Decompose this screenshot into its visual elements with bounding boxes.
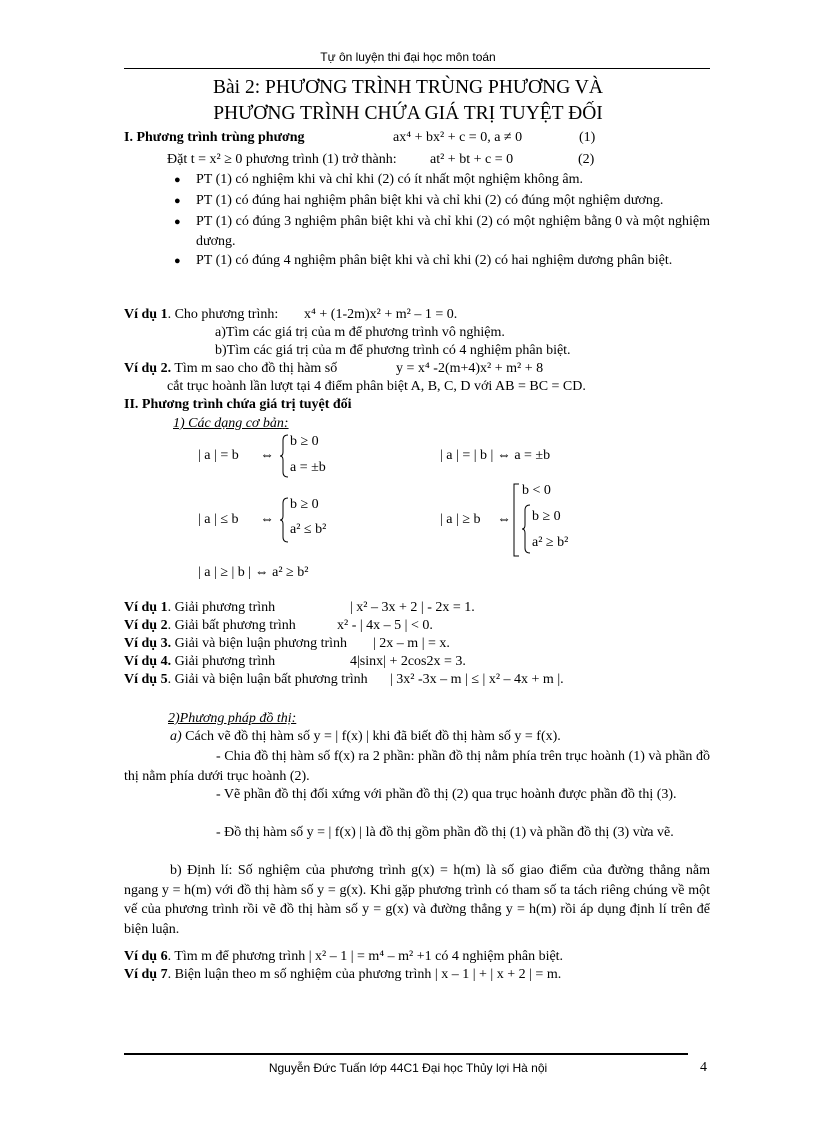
- formula3-condition-top: b ≥ 0: [290, 497, 319, 512]
- example6-text: . Tìm m để phương trình | x² – 1 | = m⁴ – m² +1 có 4 nghiệm phân biệt.: [167, 949, 564, 964]
- substitution-equation: at² + bt + c = 0: [430, 152, 514, 167]
- graph-step-3: - Đồ thị hàm số y = | f(x) | là đồ thị gồm phần đồ thị (1) và phần đồ thị (3) vừa vẽ.: [216, 825, 674, 840]
- bullet-icon: ●: [174, 174, 181, 186]
- example7-text: . Biện luận theo m số nghiệm của phương trình | x – 1 | + | x + 2 | = m.: [167, 967, 562, 982]
- section1-equation: ax⁴ + bx² + c = 0, a ≠ 0: [393, 130, 523, 145]
- bullet-item: PT (1) có đúng hai nghiệm phân biệt khi và chỉ khi (2) có đúng một nghiệm dương.: [196, 193, 664, 208]
- substitution-text: Đặt t = x² ≥ 0 phương trình (1) trở thành:: [167, 152, 397, 167]
- section2-example-3: [124, 636, 347, 652]
- section2-subheading-2: 2)Phương pháp đồ thị:: [168, 711, 297, 726]
- example2-label: Ví dụ 2.: [124, 361, 172, 376]
- example2-equation: y = x⁴ -2(m+4)x² + m² + 8: [396, 361, 544, 376]
- example-equation: | 3x² -3x – m | ≤ | x² – 4x + m |.: [390, 672, 564, 687]
- example1-line: [124, 307, 278, 323]
- example-text: Giải và biện luận phương trình: [174, 636, 348, 651]
- iff-symbol: ⇔: [497, 512, 511, 527]
- example2-text: Tìm m sao cho đồ thị hàm số: [174, 361, 338, 376]
- running-footer: Nguyễn Đức Tuấn lớp 44C1 Đại học Thủy lợi Hà nội: [268, 1061, 548, 1075]
- bullet-icon: ●: [174, 216, 181, 228]
- example-text: . Giải và biện luận bất phương trình: [167, 672, 368, 687]
- example1-part-b: b)Tìm các giá trị của m để phương trình có 4 nghiệm phân biệt.: [215, 343, 571, 358]
- formula1-condition-top: b ≥ 0: [290, 434, 319, 449]
- graph-method-a-label: a): [170, 729, 182, 744]
- formula4-condition-mid: b ≥ 0: [532, 509, 561, 524]
- left-brace-icon: [521, 504, 531, 554]
- formula4-condition-top: b < 0: [522, 483, 551, 498]
- example-label: Ví dụ 4.: [124, 654, 172, 669]
- example7-line: [124, 967, 561, 983]
- section2-example-4: [124, 654, 275, 670]
- example-text: Giải phương trình: [174, 654, 276, 669]
- bullet-item: PT (1) có đúng 4 nghiệm phân biệt khi và chỉ khi (2) có hai nghiệm dương phân biệt.: [196, 253, 673, 268]
- formula4-left: | a | ≥ b: [440, 512, 481, 527]
- graph-method-a: [170, 729, 561, 745]
- example6-label: Ví dụ 6: [124, 949, 168, 964]
- example-text: . Giải phương trình: [167, 600, 276, 615]
- example-text: . Giải bất phương trình: [167, 618, 296, 633]
- example-equation: | x² – 3x + 2 | - 2x = 1.: [350, 600, 475, 615]
- section1-eq-number: (1): [579, 130, 596, 145]
- bullet-icon: ●: [174, 195, 181, 207]
- example-label: Ví dụ 3.: [124, 636, 172, 651]
- example2-line2: cắt trục hoành lần lượt tại 4 điểm phân biệt A, B, C, D với AB = BC = CD.: [167, 379, 586, 394]
- example-equation: 4|sinx| + 2cos2x = 3.: [350, 654, 466, 669]
- running-header: Tự ôn luyện thi đại học môn toán: [320, 50, 496, 64]
- graph-method-a-text: Cách vẽ đồ thị hàm số y = | f(x) | khi đã biết đồ thị hàm số y = f(x).: [185, 729, 561, 744]
- left-brace-icon: [279, 434, 289, 478]
- graph-step-2: - Vẽ phần đồ thị đối xứng với phần đồ thị (2) qua trục hoành được phần đồ thị (3).: [216, 787, 677, 802]
- lesson-title-line2: PHƯƠNG TRÌNH CHỨA GIÁ TRỊ TUYỆT ĐỐI: [213, 103, 603, 124]
- example-label: Ví dụ 1: [124, 600, 168, 615]
- page-number: 4: [700, 1060, 707, 1075]
- section2-example-5: [124, 672, 368, 688]
- iff-symbol: ⇔: [260, 448, 274, 463]
- left-bracket-icon: [512, 483, 520, 557]
- lesson-title-line1: Bài 2: PHƯƠNG TRÌNH TRÙNG PHƯƠNG VÀ: [213, 77, 603, 98]
- iff-symbol: ⇔: [260, 512, 274, 527]
- section2-subheading-1: 1) Các dạng cơ bản:: [173, 416, 289, 431]
- formula4-condition-bottom: a² ≥ b²: [532, 535, 569, 550]
- example-label: Ví dụ 5: [124, 672, 168, 687]
- bullet-icon: ●: [174, 255, 181, 267]
- formula3-left: | a | ≤ b: [198, 512, 239, 527]
- formula1-left: | a | = b: [198, 448, 239, 463]
- section1-heading: I. Phương trình trùng phương: [124, 130, 305, 145]
- example-equation: | 2x – m | = x.: [373, 636, 450, 651]
- example1-label: Ví dụ 1: [124, 307, 168, 322]
- section2-example-1: [124, 600, 275, 616]
- formula1-condition-bottom: a = ±b: [290, 460, 326, 475]
- formula3-condition-bottom: a² ≤ b²: [290, 522, 327, 537]
- example-equation: x² - | 4x – 5 | < 0.: [337, 618, 433, 633]
- example1-text: . Cho phương trình:: [167, 307, 279, 322]
- example2-line: [124, 361, 337, 377]
- substitution-eq-number: (2): [578, 152, 595, 167]
- section2-heading: II. Phương trình chứa giá trị tuyệt đối: [124, 397, 352, 412]
- example-label: Ví dụ 2: [124, 618, 168, 633]
- example6-line: [124, 949, 563, 965]
- section2-example-2: [124, 618, 296, 634]
- bullet-item: PT (1) có đúng 3 nghiệm phân biệt khi và chỉ khi (2) có một nghiệm bằng 0 và một nghiệm dương.: [196, 214, 710, 249]
- example1-part-a: a)Tìm các giá trị của m để phương trình vô nghiệm.: [215, 325, 505, 340]
- formula5: | a | ≥ | b | ⇔ a² ≥ b²: [198, 565, 309, 580]
- header-rule: [124, 68, 710, 69]
- theorem-paragraph: b) Định lí: Số nghiệm của phương trình g(x) = h(m) là số giao điểm của đường thẳng nằm ngang y = h(m) với đồ thị hàm số y = g(x). Khi gặp phương trình có tham số ta tách riêng chúng về một vế của phương trình rồi vẽ đồ thị hàm số y = g(x) và đường thẳng y = h(m) rồi áp dụng định lí trên để biện luận.: [124, 863, 710, 937]
- formula2: | a | = | b | ⇔ a = ±b: [440, 448, 551, 463]
- left-brace-icon: [279, 497, 289, 543]
- footer-rule: [124, 1053, 688, 1055]
- bullet-item: PT (1) có nghiệm khi và chỉ khi (2) có ít nhất một nghiệm không âm.: [196, 172, 584, 187]
- graph-step-1: - Chia đồ thị hàm số f(x) ra 2 phần: phần đồ thị nằm phía trên trục hoành (1) và phần đồ thị nằm phía dưới trục hoành (2).: [124, 749, 710, 784]
- example7-label: Ví dụ 7: [124, 967, 168, 982]
- example1-equation: x⁴ + (1-2m)x² + m² – 1 = 0.: [304, 307, 458, 322]
